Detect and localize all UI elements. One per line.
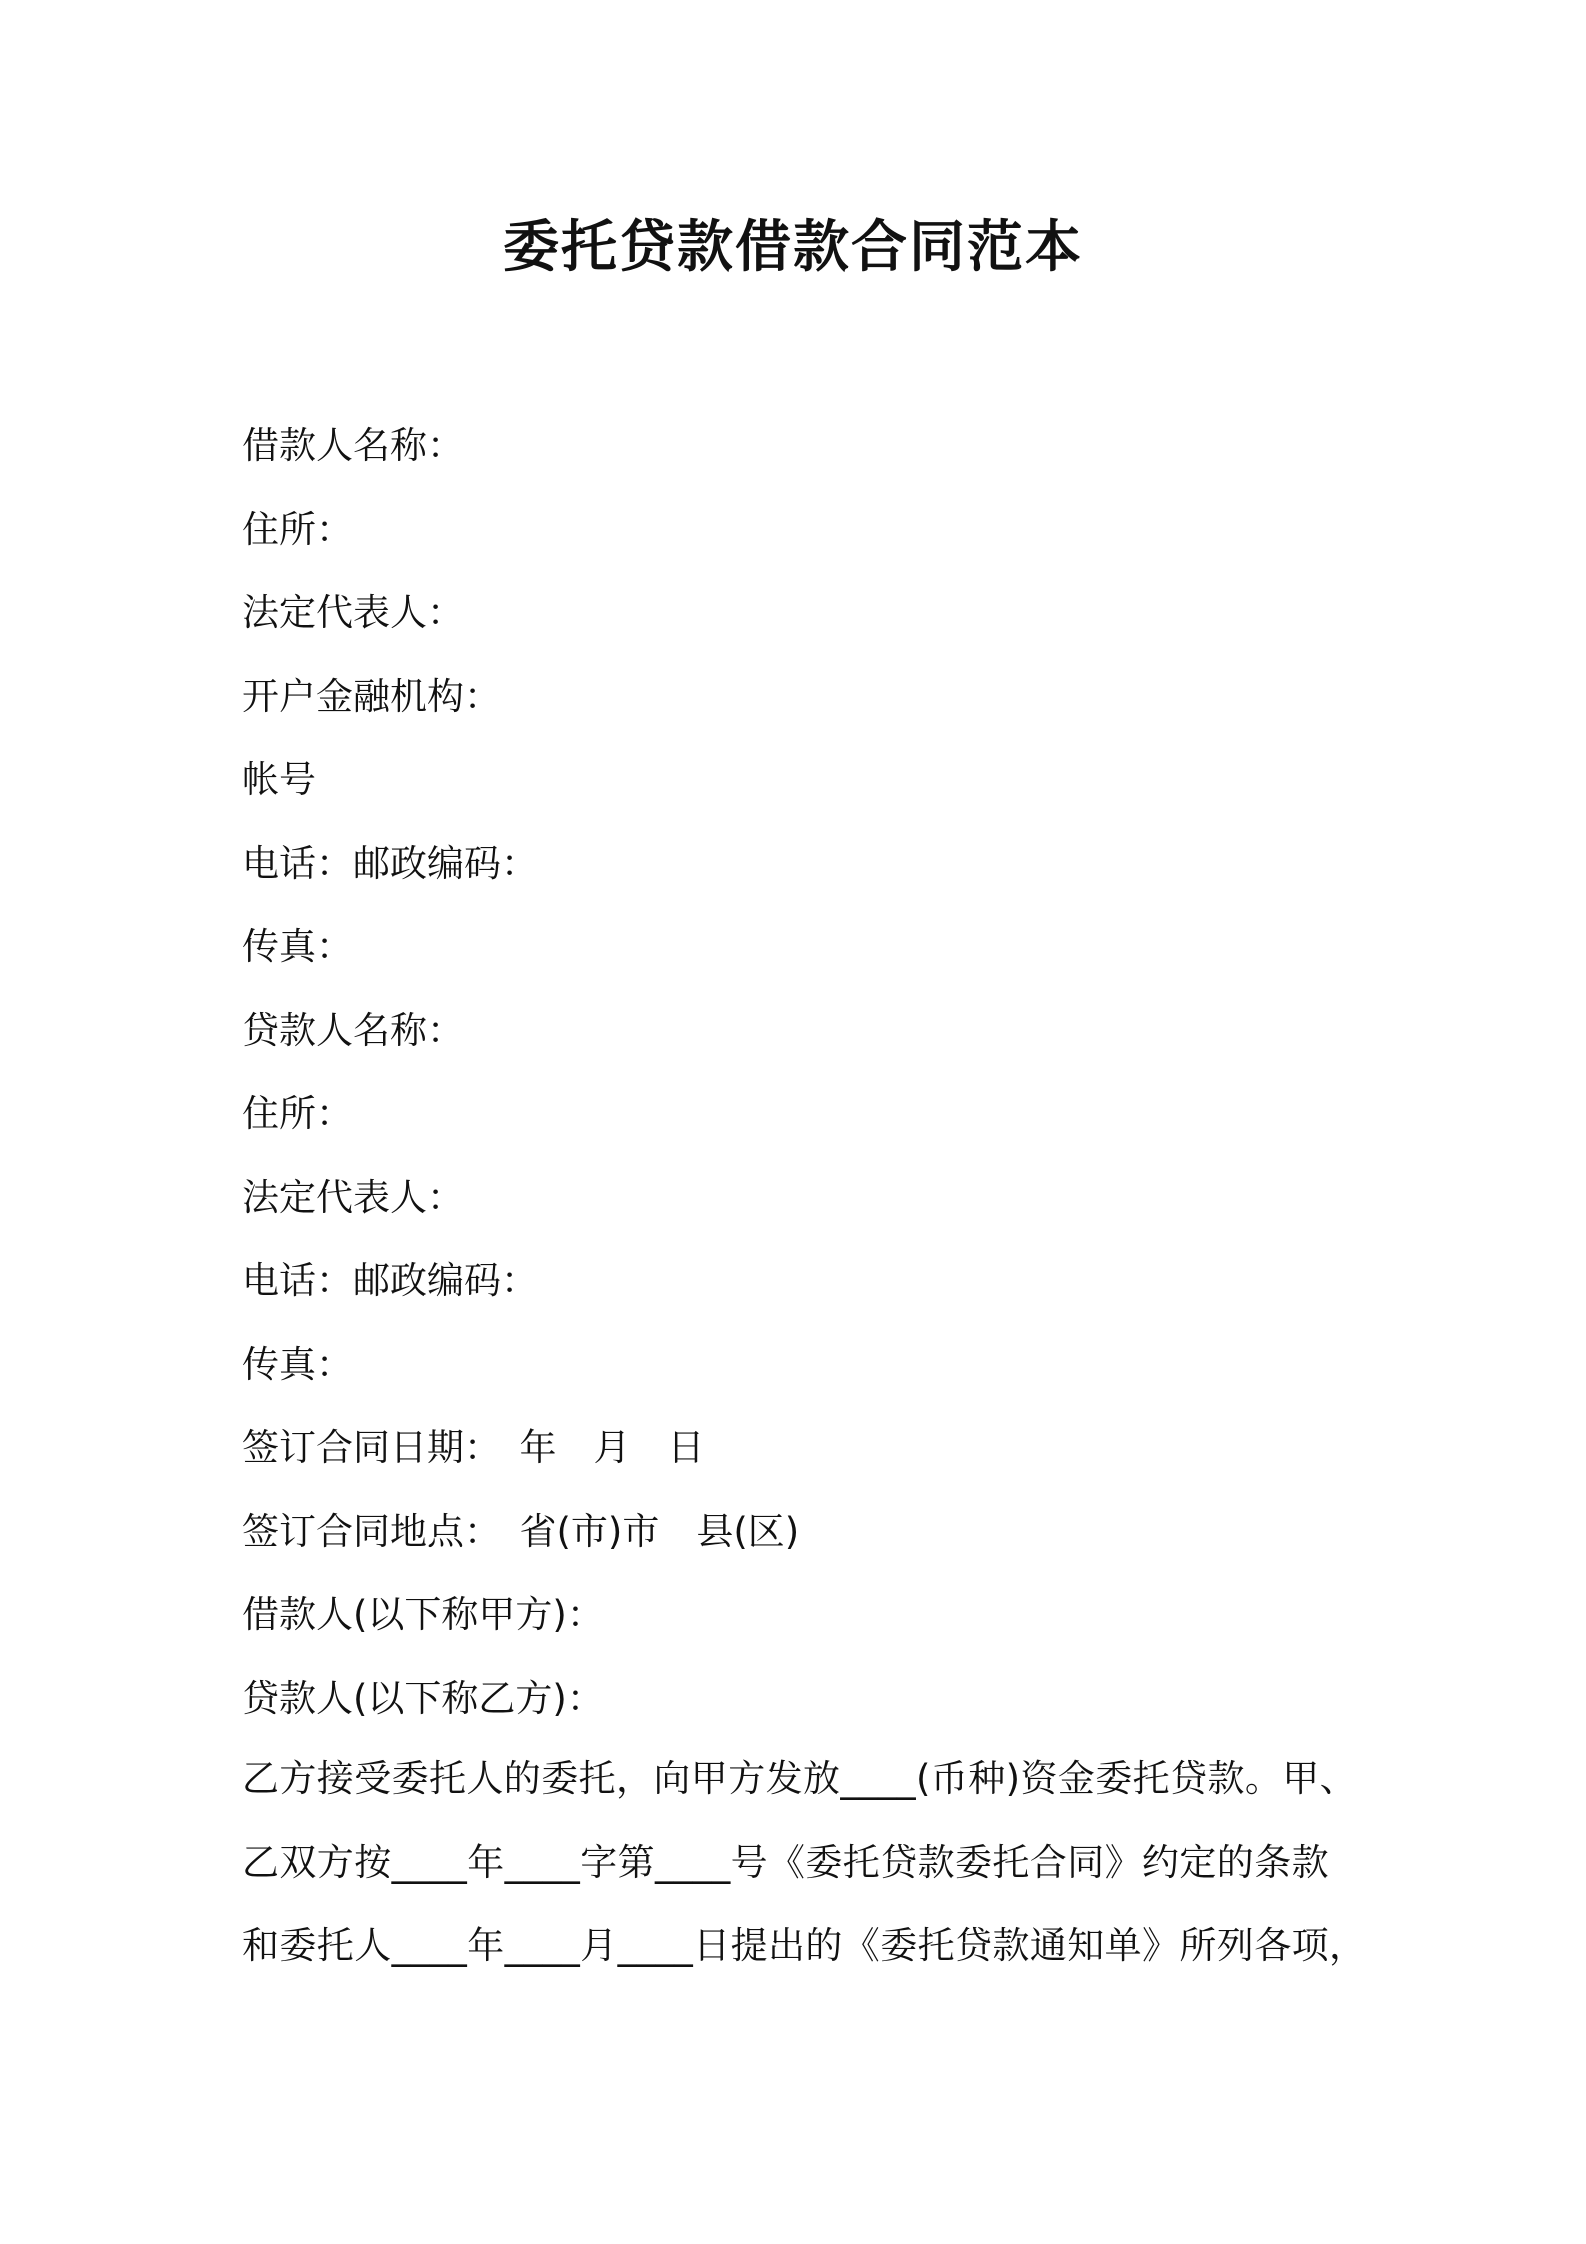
lender-legal-rep-field: 法定代表人： — [242, 1175, 464, 1219]
body-line: 和委托人____年____月____日提出的《委托贷款通知单》所列各项， — [242, 1924, 1367, 1967]
lender-name-field: 贷款人名称： — [242, 1008, 464, 1052]
body-line: 乙方接受委托人的委托，向甲方发放____(币种)资金委托贷款。甲、 — [242, 1757, 1358, 1800]
borrower-account-field: 帐号 — [242, 758, 316, 801]
contract-body-paragraph — [242, 1737, 1367, 1988]
borrower-bank-field: 开户金融机构： — [242, 674, 501, 718]
borrower-fax-field: 传真： — [242, 925, 353, 968]
party-b-label: 贷款人(以下称乙方)： — [242, 1676, 604, 1720]
party-info-fields — [242, 404, 1362, 1740]
borrower-phone-postcode-field: 电话：邮政编码： — [242, 841, 538, 885]
lender-fax-field: 传真： — [242, 1342, 353, 1386]
signing-place-field: 签订合同地点： 省(市)市 县(区) — [242, 1509, 800, 1553]
borrower-name-field: 借款人名称： — [242, 424, 464, 467]
body-line: 乙双方按____年____字第____号《委托贷款委托合同》约定的条款 — [242, 1840, 1329, 1884]
document-title: 委托贷款借款合同范本 — [503, 215, 1083, 280]
lender-address-field: 住所： — [242, 1092, 353, 1135]
borrower-legal-rep-field: 法定代表人： — [242, 591, 464, 634]
party-a-label: 借款人(以下称甲方)： — [242, 1593, 604, 1636]
lender-phone-postcode-field: 电话：邮政编码： — [242, 1259, 538, 1302]
signing-date-field: 签订合同日期： 年 月 日 — [242, 1426, 705, 1469]
borrower-address-field: 住所： — [242, 507, 353, 551]
